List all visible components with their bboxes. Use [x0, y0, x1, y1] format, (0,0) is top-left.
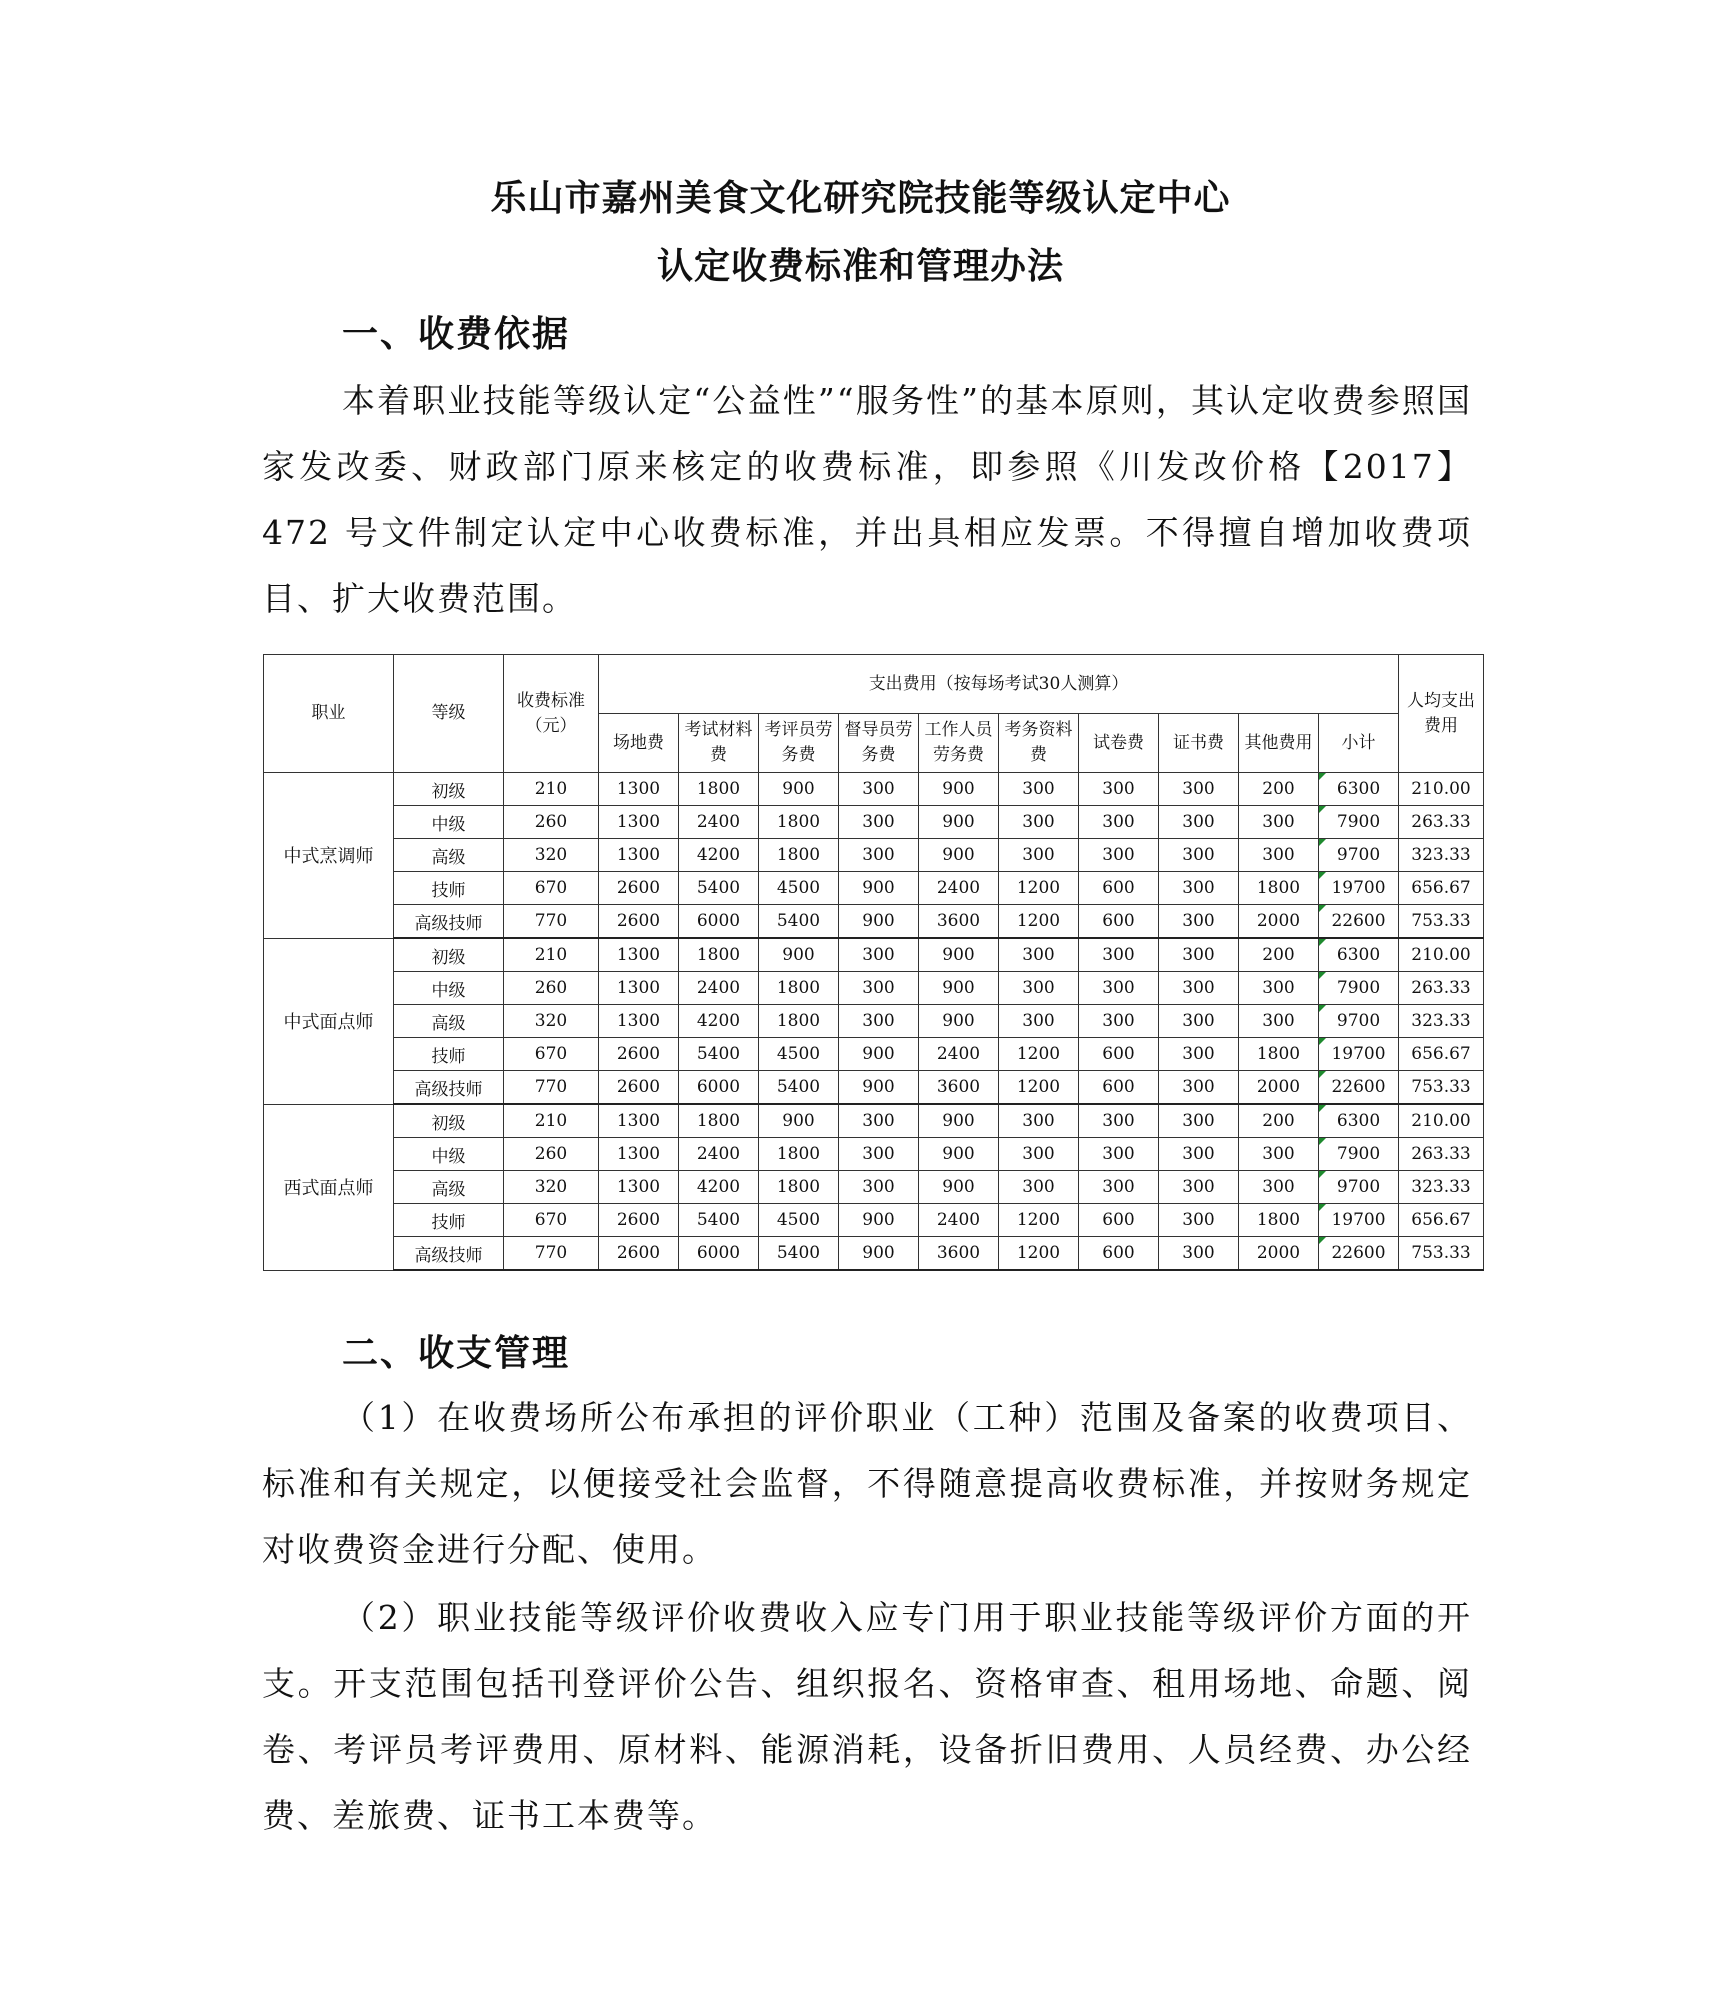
value-cell: 600 [1079, 1071, 1159, 1105]
value-cell: 200 [1239, 1104, 1319, 1138]
value-cell: 300 [1159, 806, 1239, 839]
value-cell: 300 [999, 839, 1079, 872]
value-cell: 300 [1159, 1204, 1239, 1237]
value-cell: 323.33 [1399, 839, 1484, 872]
value-cell: 1800 [759, 1005, 839, 1038]
header-expense-col: 试卷费 [1079, 714, 1159, 773]
value-cell: 900 [759, 938, 839, 972]
value-cell: 300 [1239, 806, 1319, 839]
value-cell: 900 [919, 1171, 999, 1204]
value-cell: 300 [1079, 1005, 1159, 1038]
table-row [264, 1005, 1484, 1038]
value-cell: 2600 [599, 1071, 679, 1105]
value-cell: 656.67 [1399, 1038, 1484, 1071]
subtotal-cell: 9700 [1319, 1171, 1399, 1204]
value-cell: 670 [504, 1204, 599, 1237]
table-row [264, 839, 1484, 872]
value-cell: 323.33 [1399, 1171, 1484, 1204]
value-cell: 5400 [679, 872, 759, 905]
value-cell: 2600 [599, 1237, 679, 1271]
value-cell: 300 [999, 1104, 1079, 1138]
header-expense-col: 场地费 [599, 714, 679, 773]
value-cell: 300 [839, 972, 919, 1005]
value-cell: 323.33 [1399, 1005, 1484, 1038]
value-cell: 5400 [679, 1204, 759, 1237]
value-cell: 1200 [999, 1071, 1079, 1105]
level-cell: 高级技师 [394, 1071, 504, 1105]
value-cell: 300 [1239, 1005, 1319, 1038]
section2-paragraph2: （2）职业技能等级评价收费收入应专门用于职业技能等级评价方面的开支。开支范围包括刊登评价公告、组织报名、资格审查、租用场地、命题、阅卷、考评员考评费用、原材料、能源消耗，设备折旧费用、人员经费、办公经费、差旅费、证书工本费等。 [262, 1598, 1472, 1835]
value-cell: 4200 [679, 1171, 759, 1204]
value-cell: 300 [1159, 1071, 1239, 1105]
value-cell: 900 [759, 773, 839, 806]
header-fee-standard: 收费标准（元） [504, 655, 599, 773]
value-cell: 4200 [679, 839, 759, 872]
value-cell: 300 [999, 1138, 1079, 1171]
value-cell: 6000 [679, 1071, 759, 1105]
value-cell: 1300 [599, 1104, 679, 1138]
header-level: 等级 [394, 655, 504, 773]
value-cell: 670 [504, 1038, 599, 1071]
level-cell: 技师 [394, 1038, 504, 1071]
value-cell: 900 [839, 872, 919, 905]
subtotal-cell: 22600 [1319, 905, 1399, 939]
subtotal-cell: 19700 [1319, 1038, 1399, 1071]
header-expense-col: 小计 [1319, 714, 1399, 773]
value-cell: 2400 [679, 1138, 759, 1171]
value-cell: 4200 [679, 1005, 759, 1038]
table-row [264, 1038, 1484, 1071]
value-cell: 900 [919, 1104, 999, 1138]
value-cell: 2400 [919, 1038, 999, 1071]
value-cell: 753.33 [1399, 1237, 1484, 1271]
table-row [264, 773, 1484, 806]
header-occupation: 职业 [264, 655, 394, 773]
value-cell: 656.67 [1399, 1204, 1484, 1237]
value-cell: 900 [919, 972, 999, 1005]
value-cell: 2400 [679, 806, 759, 839]
level-cell: 高级 [394, 1005, 504, 1038]
value-cell: 1800 [759, 1171, 839, 1204]
value-cell: 1300 [599, 1005, 679, 1038]
subtotal-cell: 9700 [1319, 1005, 1399, 1038]
document-title-line1: 乐山市嘉州美食文化研究院技能等级认定中心 [490, 178, 1231, 219]
value-cell: 2600 [599, 872, 679, 905]
value-cell: 200 [1239, 773, 1319, 806]
value-cell: 300 [999, 972, 1079, 1005]
header-per-capita: 人均支出费用 [1399, 655, 1484, 773]
value-cell: 300 [1079, 773, 1159, 806]
value-cell: 1800 [1239, 1038, 1319, 1071]
subtotal-cell: 22600 [1319, 1237, 1399, 1271]
value-cell: 900 [919, 839, 999, 872]
value-cell: 4500 [759, 1204, 839, 1237]
value-cell: 3600 [919, 905, 999, 939]
value-cell: 300 [1079, 972, 1159, 1005]
value-cell: 2400 [919, 1204, 999, 1237]
value-cell: 1200 [999, 1204, 1079, 1237]
value-cell: 300 [839, 1104, 919, 1138]
occupation-cell: 西式面点师 [264, 1104, 394, 1270]
value-cell: 320 [504, 839, 599, 872]
value-cell: 300 [1239, 1171, 1319, 1204]
table-row [264, 872, 1484, 905]
subtotal-cell: 7900 [1319, 972, 1399, 1005]
value-cell: 300 [1159, 1104, 1239, 1138]
section2-heading: 二、收支管理 [342, 1333, 571, 1374]
subtotal-cell: 9700 [1319, 839, 1399, 872]
value-cell: 600 [1079, 905, 1159, 939]
value-cell: 1800 [679, 1104, 759, 1138]
table-row [264, 905, 1484, 939]
subtotal-cell: 7900 [1319, 806, 1399, 839]
value-cell: 300 [1239, 1138, 1319, 1171]
value-cell: 1300 [599, 806, 679, 839]
value-cell: 1200 [999, 1038, 1079, 1071]
table-row [264, 1071, 1484, 1105]
value-cell: 5400 [679, 1038, 759, 1071]
value-cell: 1300 [599, 839, 679, 872]
value-cell: 200 [1239, 938, 1319, 972]
level-cell: 高级技师 [394, 905, 504, 939]
section1-heading: 一、收费依据 [342, 314, 571, 355]
value-cell: 300 [1159, 773, 1239, 806]
section2-paragraph1: （1）在收费场所公布承担的评价职业（工种）范围及备案的收费项目、标准和有关规定，以便接受社会监督，不得随意提高收费标准，并按财务规定对收费资金进行分配、使用。 [262, 1398, 1472, 1569]
value-cell: 6000 [679, 1237, 759, 1271]
value-cell: 300 [1079, 806, 1159, 839]
value-cell: 300 [1159, 872, 1239, 905]
occupation-cell: 中式面点师 [264, 938, 394, 1104]
table-row [264, 1204, 1484, 1237]
value-cell: 300 [839, 1005, 919, 1038]
value-cell: 320 [504, 1171, 599, 1204]
value-cell: 260 [504, 806, 599, 839]
value-cell: 900 [919, 773, 999, 806]
value-cell: 300 [839, 1171, 919, 1204]
value-cell: 2000 [1239, 905, 1319, 939]
value-cell: 210.00 [1399, 938, 1484, 972]
table-row [264, 938, 1484, 972]
value-cell: 300 [1239, 839, 1319, 872]
value-cell: 900 [839, 905, 919, 939]
value-cell: 2600 [599, 1204, 679, 1237]
header-expense-col: 考评员劳务费 [759, 714, 839, 773]
value-cell: 300 [1159, 972, 1239, 1005]
table-row [264, 806, 1484, 839]
value-cell: 1300 [599, 773, 679, 806]
value-cell: 260 [504, 1138, 599, 1171]
value-cell: 770 [504, 905, 599, 939]
value-cell: 900 [919, 1005, 999, 1038]
value-cell: 300 [1159, 1171, 1239, 1204]
value-cell: 1800 [1239, 1204, 1319, 1237]
value-cell: 900 [919, 938, 999, 972]
value-cell: 300 [999, 1171, 1079, 1204]
table-row [264, 1104, 1484, 1138]
value-cell: 3600 [919, 1237, 999, 1271]
value-cell: 5400 [759, 1071, 839, 1105]
document-title-line2: 认定收费标准和管理办法 [656, 246, 1064, 287]
value-cell: 300 [1159, 1237, 1239, 1271]
value-cell: 1800 [759, 972, 839, 1005]
value-cell: 1800 [759, 839, 839, 872]
value-cell: 210.00 [1399, 1104, 1484, 1138]
value-cell: 2400 [679, 972, 759, 1005]
table-row [264, 1171, 1484, 1204]
value-cell: 6000 [679, 905, 759, 939]
value-cell: 1200 [999, 1237, 1079, 1271]
value-cell: 1800 [1239, 872, 1319, 905]
level-cell: 技师 [394, 872, 504, 905]
table-header [264, 655, 1484, 773]
value-cell: 2600 [599, 905, 679, 939]
value-cell: 300 [1159, 839, 1239, 872]
level-cell: 初级 [394, 773, 504, 806]
value-cell: 1200 [999, 905, 1079, 939]
value-cell: 2400 [919, 872, 999, 905]
value-cell: 4500 [759, 1038, 839, 1071]
table-row [264, 972, 1484, 1005]
value-cell: 770 [504, 1071, 599, 1105]
value-cell: 300 [999, 1005, 1079, 1038]
value-cell: 753.33 [1399, 1071, 1484, 1105]
table-row [264, 1138, 1484, 1171]
value-cell: 260 [504, 972, 599, 1005]
value-cell: 210 [504, 773, 599, 806]
header-expense-col: 工作人员劳务费 [919, 714, 999, 773]
value-cell: 770 [504, 1237, 599, 1271]
subtotal-cell: 22600 [1319, 1071, 1399, 1105]
value-cell: 210.00 [1399, 773, 1484, 806]
value-cell: 300 [839, 839, 919, 872]
value-cell: 5400 [759, 1237, 839, 1271]
subtotal-cell: 7900 [1319, 1138, 1399, 1171]
subtotal-cell: 19700 [1319, 1204, 1399, 1237]
table-body [264, 773, 1484, 1271]
value-cell: 600 [1079, 1038, 1159, 1071]
value-cell: 1300 [599, 1138, 679, 1171]
value-cell: 210 [504, 938, 599, 972]
value-cell: 600 [1079, 1204, 1159, 1237]
value-cell: 300 [1159, 1038, 1239, 1071]
value-cell: 900 [759, 1104, 839, 1138]
header-expense-col: 考务资料费 [999, 714, 1079, 773]
value-cell: 900 [919, 1138, 999, 1171]
value-cell: 300 [1079, 1171, 1159, 1204]
level-cell: 高级 [394, 1171, 504, 1204]
level-cell: 高级技师 [394, 1237, 504, 1271]
value-cell: 300 [839, 1138, 919, 1171]
value-cell: 300 [1239, 972, 1319, 1005]
header-expense-col: 督导员劳务费 [839, 714, 919, 773]
value-cell: 300 [839, 938, 919, 972]
value-cell: 900 [839, 1071, 919, 1105]
level-cell: 初级 [394, 938, 504, 972]
value-cell: 3600 [919, 1071, 999, 1105]
value-cell: 263.33 [1399, 972, 1484, 1005]
value-cell: 1300 [599, 972, 679, 1005]
value-cell: 300 [1159, 1138, 1239, 1171]
value-cell: 300 [999, 938, 1079, 972]
value-cell: 1800 [679, 938, 759, 972]
value-cell: 1800 [759, 1138, 839, 1171]
subtotal-cell: 6300 [1319, 773, 1399, 806]
value-cell: 300 [1159, 905, 1239, 939]
value-cell: 263.33 [1399, 806, 1484, 839]
section1-paragraph: 本着职业技能等级认定“公益性”“服务性”的基本原则，其认定收费参照国家发改委、财政部门原来核定的收费标准，即参照《川发改价格【2017】472 号文件制定认定中心收费标准，并出具相应发票。不得擅自增加收费项目、扩大收费范围。 [262, 381, 1472, 618]
value-cell: 300 [839, 773, 919, 806]
value-cell: 300 [839, 806, 919, 839]
value-cell: 300 [1159, 938, 1239, 972]
value-cell: 1800 [679, 773, 759, 806]
value-cell: 263.33 [1399, 1138, 1484, 1171]
value-cell: 210 [504, 1104, 599, 1138]
value-cell: 4500 [759, 872, 839, 905]
header-expense-col: 考试材料费 [679, 714, 759, 773]
value-cell: 2000 [1239, 1071, 1319, 1105]
value-cell: 300 [1079, 938, 1159, 972]
level-cell: 技师 [394, 1204, 504, 1237]
header-expense-col: 证书费 [1159, 714, 1239, 773]
level-cell: 中级 [394, 972, 504, 1005]
value-cell: 600 [1079, 872, 1159, 905]
value-cell: 1800 [759, 806, 839, 839]
value-cell: 300 [999, 806, 1079, 839]
subtotal-cell: 6300 [1319, 1104, 1399, 1138]
table-row [264, 1237, 1484, 1271]
fee-standard-table [263, 654, 1484, 1271]
value-cell: 1200 [999, 872, 1079, 905]
value-cell: 900 [919, 806, 999, 839]
header-expense-col: 其他费用 [1239, 714, 1319, 773]
value-cell: 900 [839, 1204, 919, 1237]
value-cell: 320 [504, 1005, 599, 1038]
value-cell: 670 [504, 872, 599, 905]
value-cell: 656.67 [1399, 872, 1484, 905]
value-cell: 900 [839, 1237, 919, 1271]
value-cell: 300 [1079, 839, 1159, 872]
subtotal-cell: 6300 [1319, 938, 1399, 972]
value-cell: 753.33 [1399, 905, 1484, 939]
subtotal-cell: 19700 [1319, 872, 1399, 905]
value-cell: 300 [1159, 1005, 1239, 1038]
value-cell: 300 [1079, 1138, 1159, 1171]
level-cell: 中级 [394, 1138, 504, 1171]
value-cell: 900 [839, 1038, 919, 1071]
header-expense-group: 支出费用（按每场考试30人测算） [599, 655, 1399, 714]
level-cell: 初级 [394, 1104, 504, 1138]
value-cell: 300 [1079, 1104, 1159, 1138]
level-cell: 高级 [394, 839, 504, 872]
value-cell: 300 [999, 773, 1079, 806]
value-cell: 5400 [759, 905, 839, 939]
level-cell: 中级 [394, 806, 504, 839]
value-cell: 600 [1079, 1237, 1159, 1271]
value-cell: 1300 [599, 938, 679, 972]
value-cell: 2000 [1239, 1237, 1319, 1271]
occupation-cell: 中式烹调师 [264, 773, 394, 939]
value-cell: 1300 [599, 1171, 679, 1204]
value-cell: 2600 [599, 1038, 679, 1071]
